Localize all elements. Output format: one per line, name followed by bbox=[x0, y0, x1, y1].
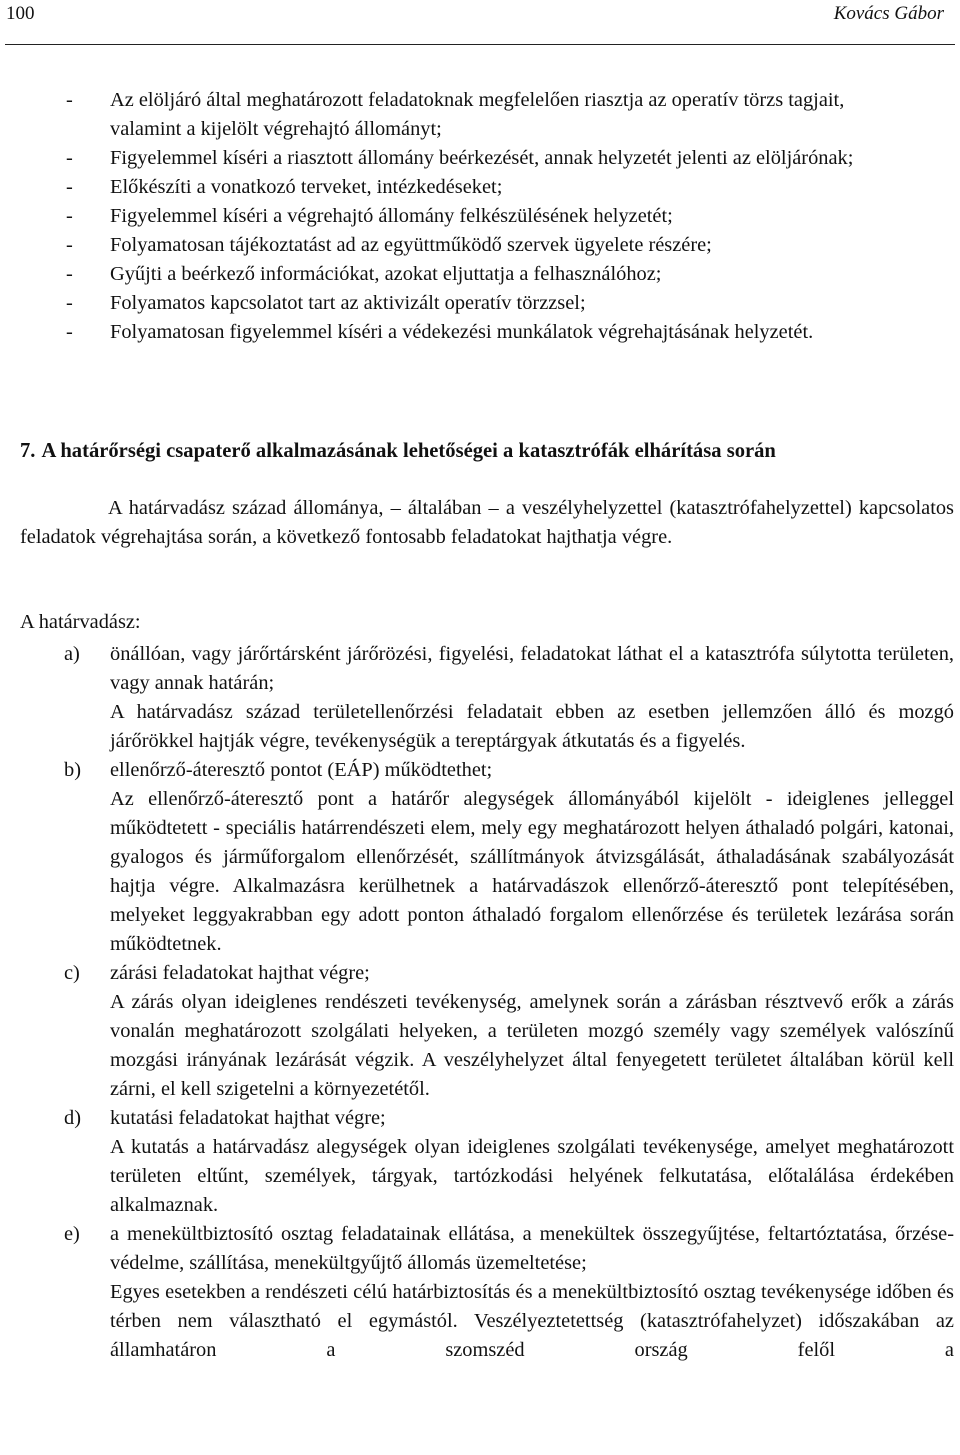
list-item-text: Az elöljáró által meghatározott feladatoknak megfelelően riasztja az operatív törzs tagjait, valamint a kijelölt végrehajtó állományt; bbox=[110, 89, 845, 140]
page-number: 100 bbox=[6, 3, 35, 24]
running-author: Kovács Gábor bbox=[833, 3, 944, 24]
list-item bbox=[0, 756, 954, 959]
page-header bbox=[0, 0, 960, 36]
list-item bbox=[0, 1220, 954, 1365]
item-title: kutatási feladatokat hajthat végre; bbox=[110, 1107, 386, 1129]
intro-paragraph bbox=[20, 494, 954, 552]
dash-marker: - bbox=[66, 176, 73, 198]
list-item bbox=[0, 202, 876, 231]
list-item-text: Folyamatos kapcsolatot tart az aktivizált operatív törzzsel; bbox=[110, 292, 586, 314]
lettered-list bbox=[0, 640, 960, 1365]
item-title: ellenőrző-áteresztő pontot (EÁP) működtethet; bbox=[110, 759, 493, 781]
list-item-text: Előkészíti a vonatkozó terveket, intézkedéseket; bbox=[110, 176, 503, 198]
item-title: önállóan, vagy járőrtársként járőrözési, figyelési, feladatokat láthat el a katasztrófa súlytotta területen, vagy annak határán; bbox=[110, 643, 954, 694]
list-item bbox=[0, 260, 876, 289]
list-item bbox=[0, 144, 876, 173]
item-marker: d) bbox=[64, 1107, 81, 1129]
item-body: A kutatás a határvadász alegységek olyan ideiglenes szolgálati tevékenysége, amelyet meghatározott területen eltűnt, személyek, tárgyak, tartózkodási helyének felkutatása, előtalálása érdekében alkalmaznak. bbox=[110, 1136, 954, 1216]
list-item bbox=[0, 959, 954, 1104]
item-marker: b) bbox=[64, 759, 81, 781]
list-item-text: Figyelemmel kíséri a végrehajtó állomány felkészülésének helyzetét; bbox=[110, 205, 673, 227]
item-body: Egyes esetekben a rendészeti célú határbiztosítás és a menekültbiztosító osztag tevékenysége időben és térben nem választható el egymástól. Veszélyeztetettség (katasztrófahelyzet) időszakában az államhatáron a szomszéd ország felől a bbox=[110, 1281, 954, 1361]
intro-text: A határvadász század állománya, – általában – a veszélyhelyzettel (katasztrófahelyzettel) kapcsolatos feladatok végrehajtása során, a következő fontosabb feladatokat hajthatja végre. bbox=[20, 497, 954, 548]
section-title: A határőrségi csapaterő alkalmazásának lehetőségei a katasztrófák elhárítása során bbox=[41, 440, 776, 462]
list-item bbox=[0, 86, 876, 144]
item-marker: c) bbox=[64, 962, 80, 984]
dash-marker: - bbox=[66, 263, 73, 285]
item-title: zárási feladatokat hajthat végre; bbox=[110, 962, 370, 984]
lead-label: A határvadász: bbox=[20, 611, 141, 633]
dash-marker: - bbox=[66, 89, 73, 111]
item-title: a menekültbiztosító osztag feladatainak ellátása, a menekültek összegyűjtése, feltartóztatása, őrzése-védelme, szállítása, menekültgyűjtő állomás üzemeltetése; bbox=[110, 1223, 954, 1274]
header-rule bbox=[5, 44, 955, 45]
item-body: A zárás olyan ideiglenes rendészeti tevékenység, amelynek során a zárásban résztvevő erők a zárás vonalán meghatározott szolgálati helyeken, a területen mozgó személy vagy személyek valószínű mozgási irányának lezárását végzik. A veszélyhelyzet által fenyegetett területet általában körül kell zárni, el kell szigetelni a környezetétől. bbox=[110, 991, 954, 1100]
item-body: A határvadász század területellenőrzési feladatait ebben az esetben jellemzően álló és mozgó járőrökkel hajtják végre, tevékenységük a tereptárgyak átkutatás és a figyelés. bbox=[110, 701, 954, 752]
section-number: 7. bbox=[20, 440, 36, 462]
list-item-text: Folyamatosan figyelemmel kíséri a védekezési munkálatok végrehajtásának helyzetét. bbox=[110, 321, 814, 343]
dash-list bbox=[0, 86, 960, 347]
dash-marker: - bbox=[66, 205, 73, 227]
list-item bbox=[0, 231, 876, 260]
item-body: Az ellenőrző-áteresztő pont a határőr alegységek állományából kijelölt - ideiglenes jelleggel működtetett - speciális határrendészeti elem, mely egy meghatározott helyen áthaladó polgári, katonai, gyalogos és járműforgalom ellenőrzését, szállítmányok átvizsgálását, áthaladásának szabályozását hajtja végre. Alkalmazásra kerülhetnek a határvadászok ellenőrző-áteresztő pont telepítésében, melyeket leggyakrabban egy adott ponton áthaladó forgalom ellenőrzése és területek lezárása során működtetnek. bbox=[110, 788, 954, 955]
list-item bbox=[0, 640, 954, 756]
dash-marker: - bbox=[66, 292, 73, 314]
list-item bbox=[0, 289, 876, 318]
item-marker: e) bbox=[64, 1223, 80, 1245]
dash-marker: - bbox=[66, 321, 73, 343]
list-item bbox=[0, 318, 876, 347]
list-item-text: Figyelemmel kíséri a riasztott állomány beérkezését, annak helyzetét jelenti az elöljárónak; bbox=[110, 147, 854, 169]
item-marker: a) bbox=[64, 643, 80, 665]
list-item bbox=[0, 1104, 954, 1220]
list-item-text: Folyamatosan tájékoztatást ad az együttműködő szervek ügyelete részére; bbox=[110, 234, 712, 256]
dash-marker: - bbox=[66, 234, 73, 256]
list-item-text: Gyűjti a beérkező információkat, azokat eljuttatja a felhasználóhoz; bbox=[110, 263, 662, 285]
section-heading bbox=[20, 437, 950, 466]
dash-marker: - bbox=[66, 147, 73, 169]
list-item bbox=[0, 173, 876, 202]
